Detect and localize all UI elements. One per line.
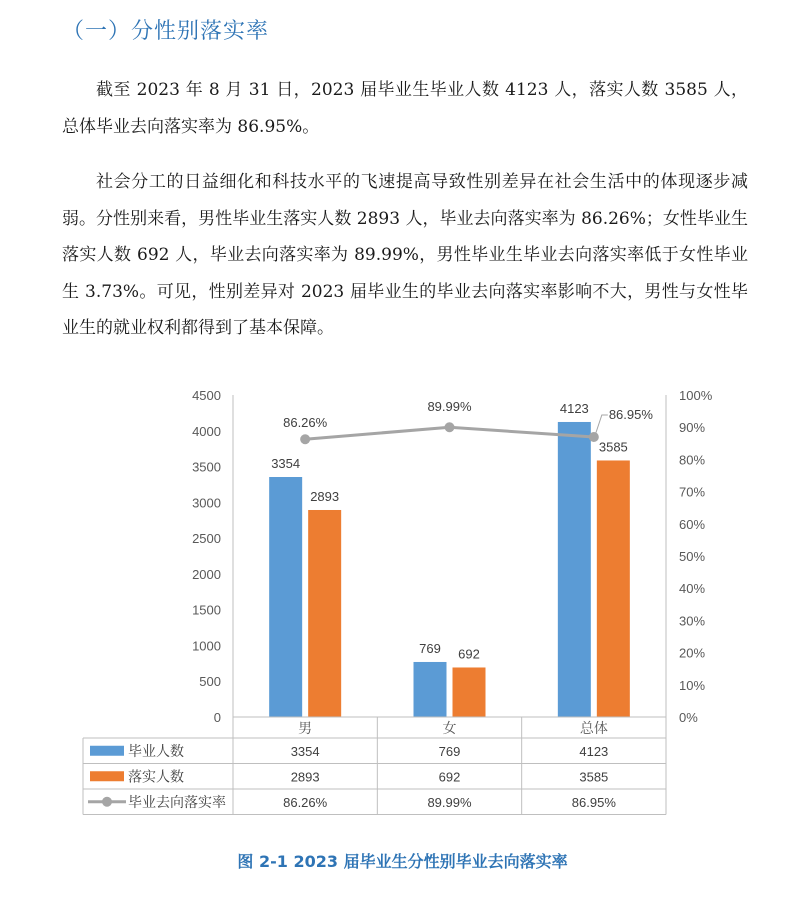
rate-data-label: 89.99% [427, 399, 472, 415]
bar-data-label: 3585 [598, 439, 628, 455]
left-axis-tick-label: 4500 [192, 388, 221, 403]
table-cell: 692 [438, 769, 461, 785]
left-axis-tick-label: 4000 [192, 423, 221, 439]
legend-marker [102, 797, 112, 807]
rate-label-leader [596, 415, 608, 433]
bar-graduates [558, 422, 591, 717]
left-axis-tick-label: 1500 [192, 602, 221, 618]
legend-swatch [90, 746, 124, 756]
bar-data-label: 4123 [559, 400, 589, 416]
bar-data-label: 2893 [310, 488, 340, 504]
category-label: 总体 [579, 720, 608, 736]
bar-data-label: 692 [458, 646, 480, 662]
rate-data-label: 86.95% [608, 407, 653, 423]
table-cell: 86.26% [283, 794, 328, 810]
table-cell: 2893 [290, 769, 320, 785]
category-label: 女 [442, 720, 457, 736]
right-axis-tick-label: 70% [679, 484, 706, 500]
right-axis-tick-label: 30% [679, 613, 706, 629]
rate-data-label: 86.26% [283, 415, 328, 431]
bar-graduates [414, 662, 447, 717]
left-axis-tick-label: 2500 [192, 531, 221, 547]
left-axis-tick-label: 2000 [192, 566, 221, 582]
paragraph-overall: 截至 2023 年 8 月 31 日，2023 届毕业生毕业人数 4123 人，落实人数 3585 人，总体毕业去向落实率为 86.95%。 [62, 80, 748, 137]
bar-data-label: 3354 [271, 456, 301, 472]
bar-placed [453, 667, 486, 717]
paragraph-gender: 社会分工的日益细化和科技水平的飞速提高导致性别差异在社会生活中的体现逐步减弱。分性别来看，男性毕业生落实人数 2893 人，毕业去向落实率为 86.26%；女性毕业生落实人数 692 人，毕业去向落实率为 89.99%，男性毕业生毕业去向落实率低于女性毕业生 3.73%。可见，性别差异对 2023 届毕业生的毕业去向落实率影响不大，男性与女性毕业生的就业权利都得到了基本保障。 [62, 172, 748, 338]
right-axis-tick-label: 60% [679, 516, 706, 532]
right-axis-tick-label: 10% [679, 677, 706, 693]
table-cell: 4123 [579, 743, 609, 759]
bar-graduates [269, 477, 302, 717]
left-axis-tick-label: 500 [199, 674, 221, 690]
table-cell: 769 [438, 743, 461, 759]
legend-swatch [90, 771, 124, 781]
legend-label: 毕业去向落实率 [128, 793, 226, 810]
rate-point [589, 432, 599, 442]
left-axis-tick-label: 0 [213, 710, 221, 725]
right-axis-tick-label: 40% [679, 581, 706, 597]
right-axis-tick-label: 20% [679, 645, 706, 661]
right-axis-tick-label: 100% [679, 388, 713, 403]
right-axis-tick-label: 50% [679, 549, 706, 564]
right-axis-tick-label: 80% [679, 452, 706, 468]
bar-placed [597, 460, 630, 717]
table-cell: 89.99% [427, 794, 472, 810]
category-label: 男 [298, 720, 313, 736]
right-axis-tick-label: 0% [679, 710, 698, 725]
left-axis-tick-label: 1000 [192, 638, 221, 654]
right-axis-tick-label: 90% [679, 420, 706, 436]
rate-point [300, 434, 310, 444]
legend-label: 毕业人数 [128, 742, 184, 759]
left-axis-tick-label: 3000 [192, 495, 221, 511]
table-cell: 86.95% [571, 794, 616, 810]
figure-caption: 图 2-1 2023 届毕业生分性别毕业去向落实率 [237, 852, 568, 871]
bar-placed [308, 510, 341, 717]
table-cell: 3354 [290, 743, 320, 759]
section-title: （一）分性别落实率 [62, 19, 270, 44]
rate-point [445, 422, 455, 432]
left-axis-tick-label: 3500 [192, 459, 221, 475]
bar-data-label: 769 [419, 640, 441, 656]
table-cell: 3585 [579, 769, 609, 785]
legend-label: 落实人数 [128, 768, 184, 785]
